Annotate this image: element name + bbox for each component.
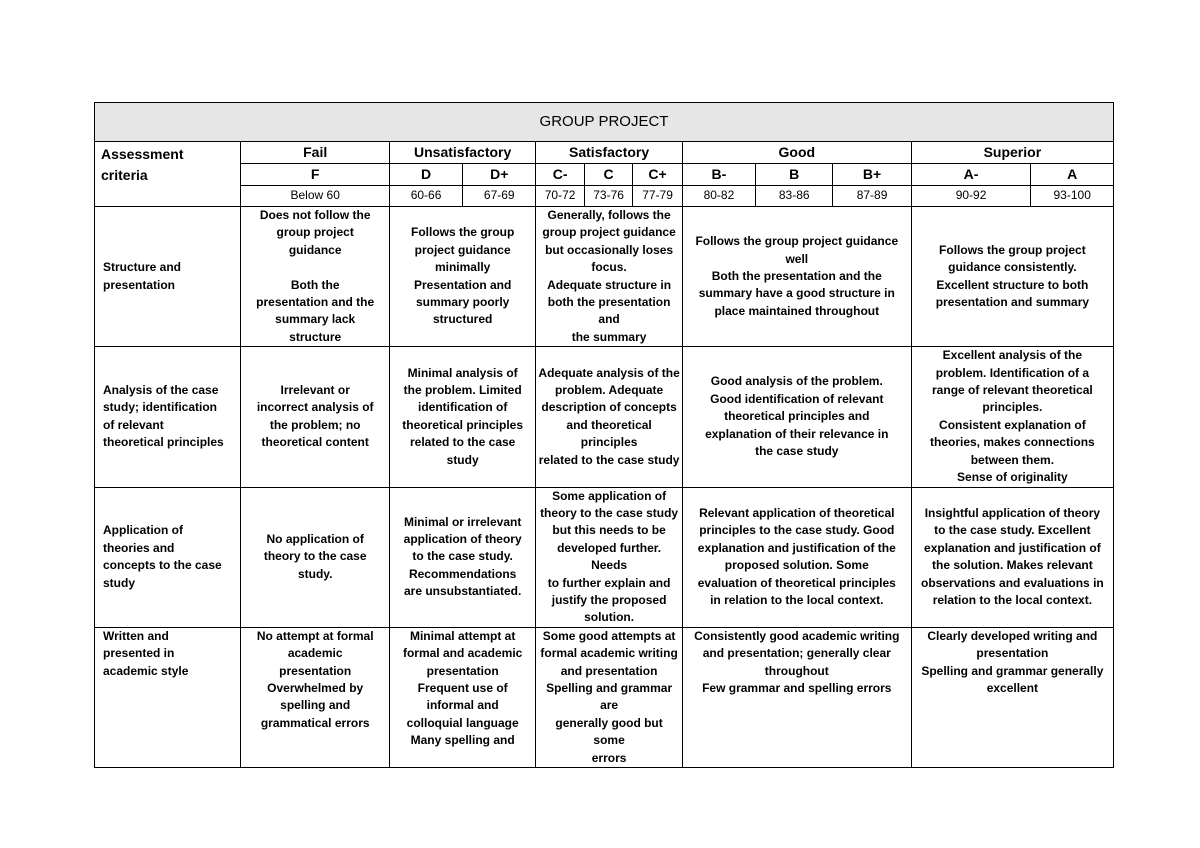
grade-cell: F [241, 164, 390, 186]
level-satisfactory: Satisfactory [536, 142, 682, 164]
grade-cell: B- [682, 164, 755, 186]
descriptor-satisfactory: Some application of theory to the case study but this needs to be developed further. Needs to further explain and justify the proposed solution. [536, 487, 682, 627]
range-cell: 90-92 [911, 186, 1031, 207]
descriptor-superior: Insightful application of theory to the case study. Excellent explanation and justification of the solution. Makes relevant observations and evaluations in relation to the local context. [911, 487, 1113, 627]
descriptor-good: Good analysis of the problem. Good identification of relevant theoretical principles and explanation of their relevance in the case study [682, 347, 911, 487]
descriptor-unsatisfactory: Minimal attempt at formal and academic presentation Frequent use of informal and colloquial language Many spelling and [389, 627, 535, 767]
range-cell: 73-76 [584, 186, 632, 207]
level-fail: Fail [241, 142, 390, 164]
range-cell: Below 60 [241, 186, 390, 207]
descriptor-satisfactory: Generally, follows the group project guidance but occasionally loses focus. Adequate structure in both the presentation and the summary [536, 207, 682, 347]
criterion-writing: Written and presented in academic style [95, 627, 241, 767]
descriptor-superior: Follows the group project guidance consistently. Excellent structure to both presentation and summary [911, 207, 1113, 347]
descriptor-fail: No application of theory to the case study. [241, 487, 390, 627]
descriptor-unsatisfactory: Follows the group project guidance minimally Presentation and summary poorly structured [389, 207, 535, 347]
descriptor-satisfactory: Adequate analysis of the problem. Adequate description of concepts and theoretical principles related to the case study [536, 347, 682, 487]
descriptor-satisfactory: Some good attempts at formal academic writing and presentation Spelling and grammar are generally good but some errors [536, 627, 682, 767]
grade-cell: B [756, 164, 833, 186]
grade-cell: D+ [463, 164, 536, 186]
descriptor-good: Relevant application of theoretical principles to the case study. Good explanation and justification of the proposed solution. Some evaluation of theoretical principles in relation to the local context. [682, 487, 911, 627]
descriptor-good: Consistently good academic writing and presentation; generally clear throughout Few grammar and spelling errors [682, 627, 911, 767]
criterion-structure: Structure and presentation [95, 207, 241, 347]
descriptor-fail: Irrelevant or incorrect analysis of the problem; no theoretical content [241, 347, 390, 487]
descriptor-fail: Does not follow the group project guidance Both the presentation and the summary lack structure [241, 207, 390, 347]
level-good: Good [682, 142, 911, 164]
range-cell: 77-79 [633, 186, 683, 207]
criterion-application: Application of theories and concepts to the case study [95, 487, 241, 627]
grade-cell: C [584, 164, 632, 186]
range-cell: 87-89 [833, 186, 911, 207]
descriptor-fail: No attempt at formal academic presentation Overwhelmed by spelling and grammatical errors [241, 627, 390, 767]
descriptor-unsatisfactory: Minimal analysis of the problem. Limited identification of theoretical principles related to the case study [389, 347, 535, 487]
level-superior: Superior [911, 142, 1113, 164]
range-cell: 83-86 [756, 186, 833, 207]
criteria-header: Assessment criteria [95, 142, 241, 207]
grade-cell: A [1031, 164, 1114, 186]
grade-cell: B+ [833, 164, 911, 186]
descriptor-good: Follows the group project guidance well Both the presentation and the summary have a good structure in place maintained throughout [682, 207, 911, 347]
descriptor-superior: Clearly developed writing and presentation Spelling and grammar generally excellent [911, 627, 1113, 767]
table-title: GROUP PROJECT [95, 103, 1114, 142]
descriptor-unsatisfactory: Minimal or irrelevant application of theory to the case study. Recommendations are unsubstantiated. [389, 487, 535, 627]
range-cell: 60-66 [389, 186, 462, 207]
rubric-table [94, 102, 1114, 768]
grade-cell: C- [536, 164, 584, 186]
criterion-analysis: Analysis of the case study; identification of relevant theoretical principles [95, 347, 241, 487]
grade-cell: A- [911, 164, 1031, 186]
range-cell: 70-72 [536, 186, 584, 207]
grade-cell: D [389, 164, 462, 186]
level-unsatisfactory: Unsatisfactory [389, 142, 535, 164]
range-cell: 67-69 [463, 186, 536, 207]
range-cell: 80-82 [682, 186, 755, 207]
descriptor-superior: Excellent analysis of the problem. Identification of a range of relevant theoretical principles. Consistent explanation of theories, makes connections between them. Sense of originality [911, 347, 1113, 487]
range-cell: 93-100 [1031, 186, 1114, 207]
grade-cell: C+ [633, 164, 683, 186]
